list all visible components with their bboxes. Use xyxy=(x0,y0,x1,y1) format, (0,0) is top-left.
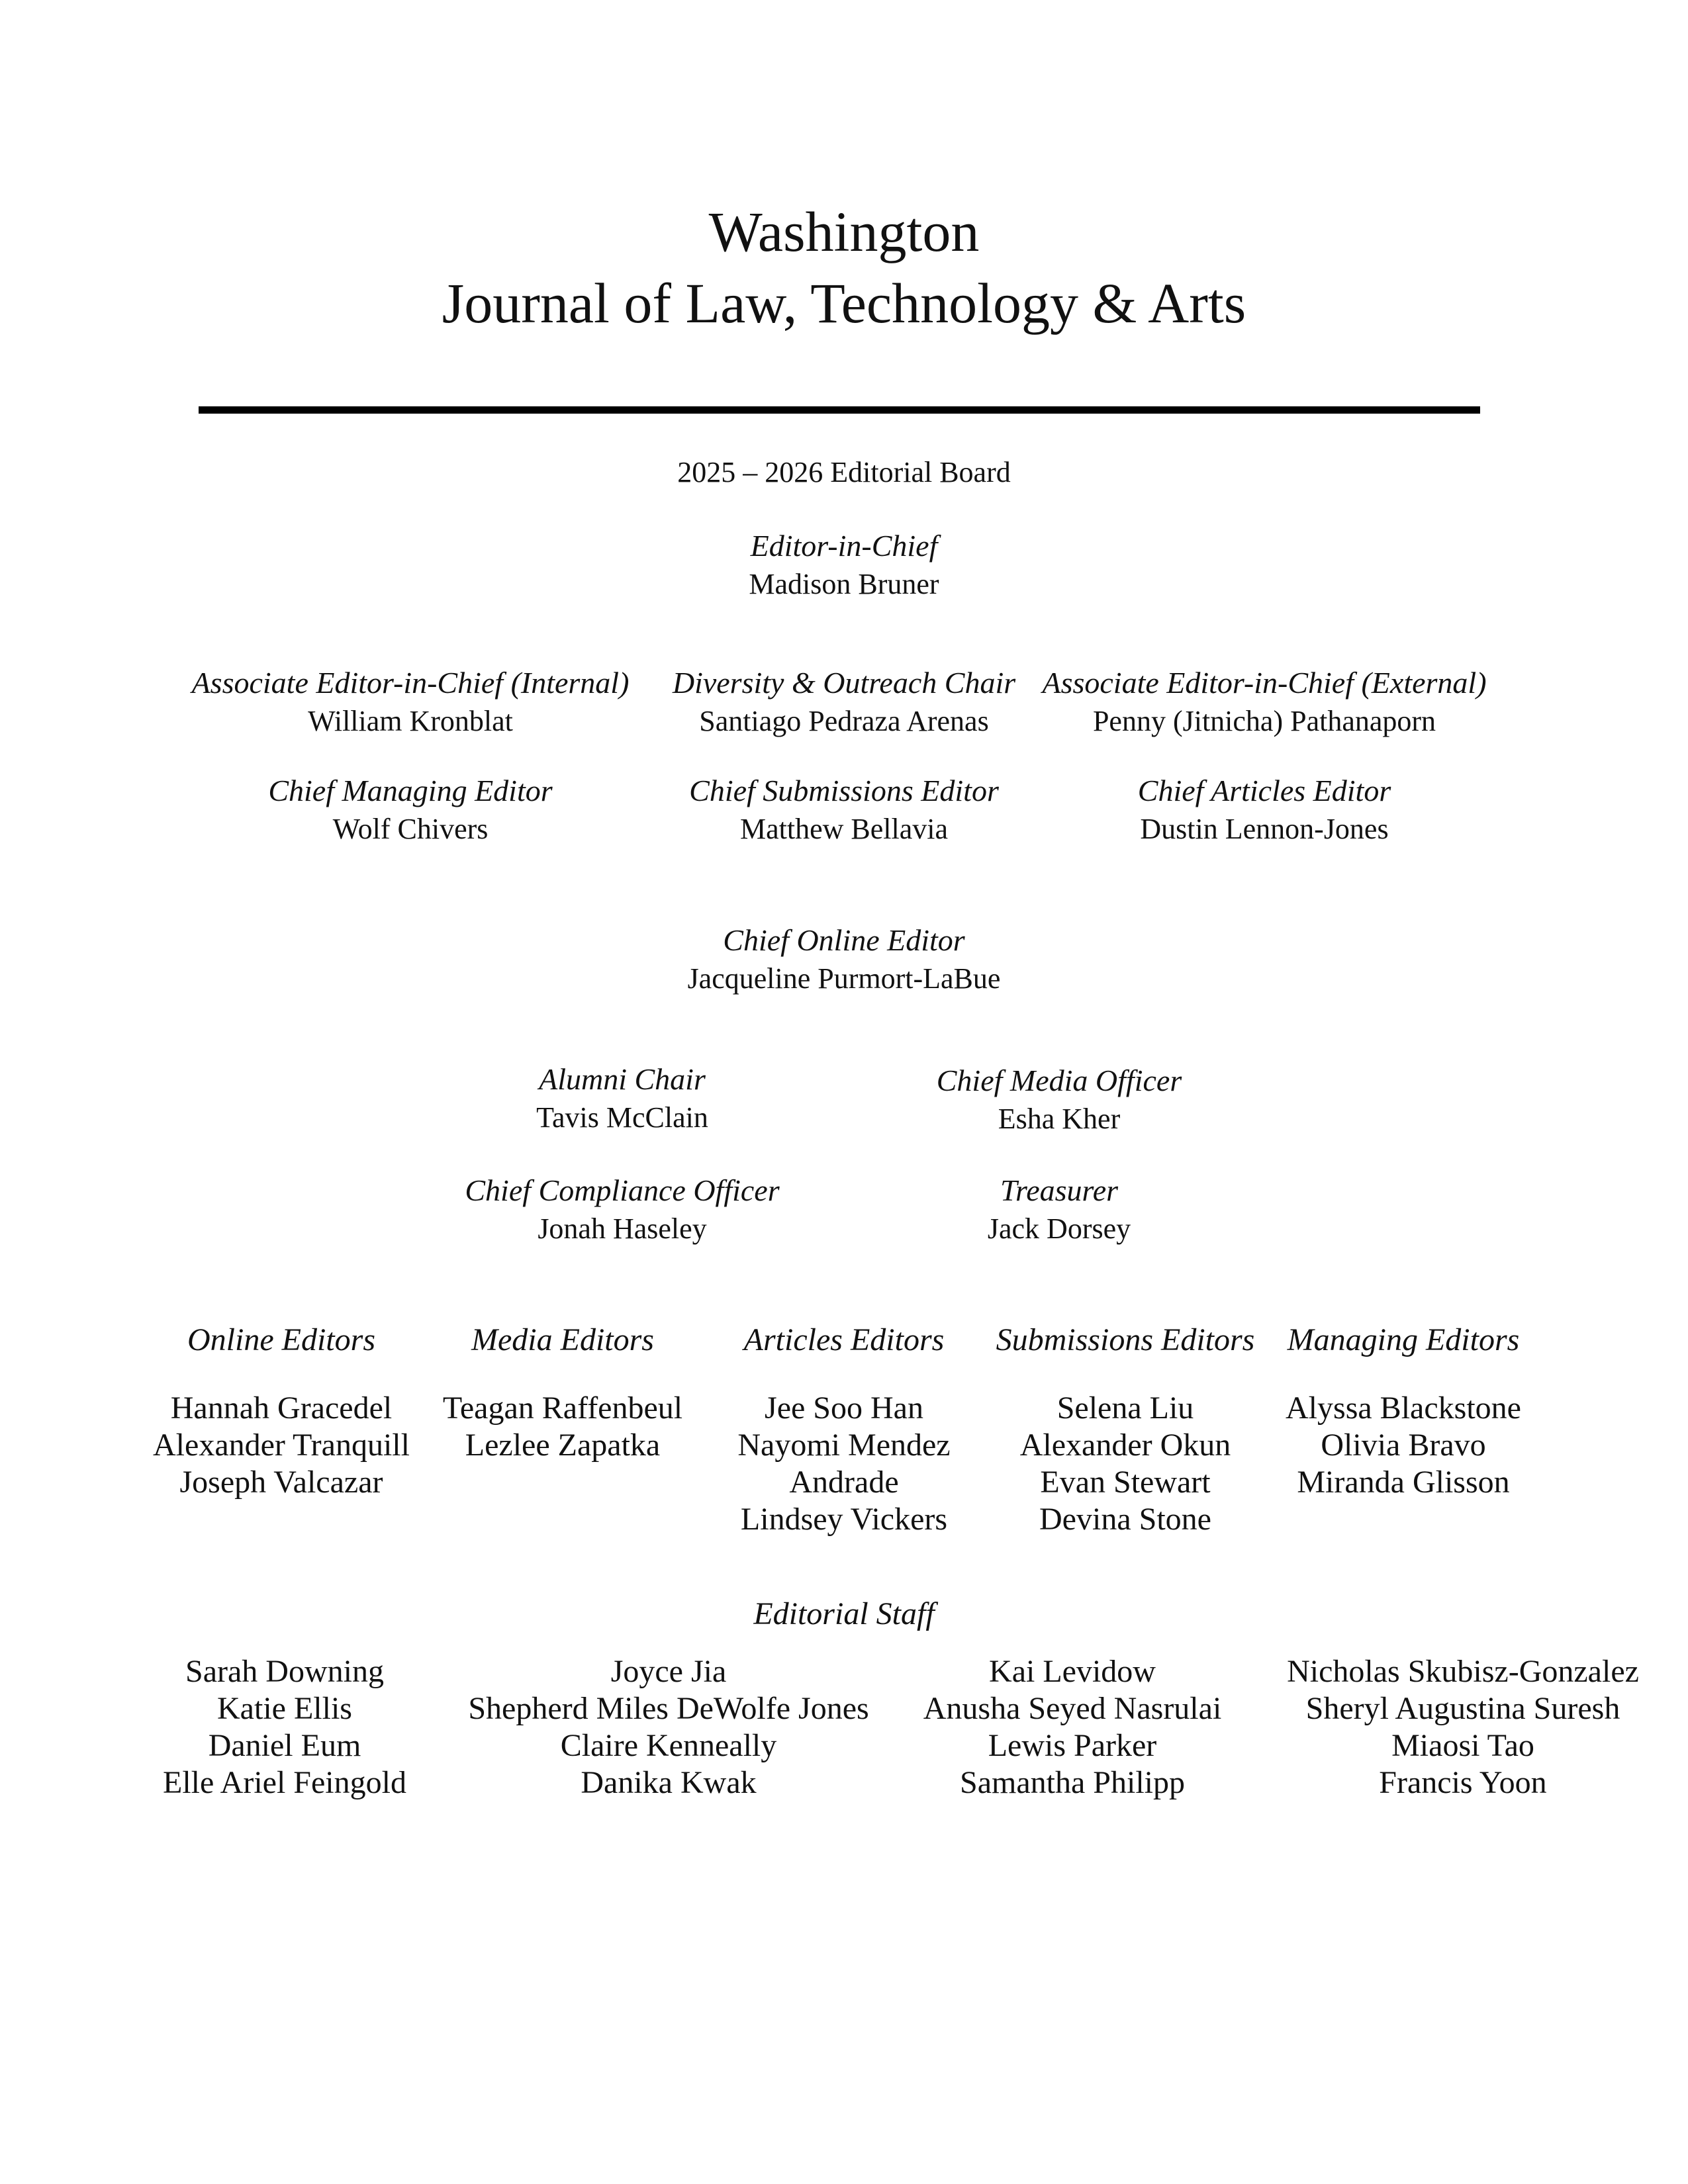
list-item: Sheryl Augustina Suresh xyxy=(1305,1691,1620,1726)
group-heading: Media Editors xyxy=(471,1322,654,1357)
list-item: Danika Kwak xyxy=(581,1765,757,1800)
editorial-staff-heading: Editorial Staff xyxy=(753,1596,935,1631)
staff-column xyxy=(457,1653,880,1801)
officer-block xyxy=(179,772,642,848)
editor-in-chief-block xyxy=(645,527,1043,604)
list-item: Anusha Seyed Nasrulai xyxy=(923,1691,1222,1726)
officer-block xyxy=(1033,772,1496,848)
list-item: Joyce Jia xyxy=(610,1654,727,1689)
list-item: Hannah Gracedel xyxy=(170,1390,393,1426)
online-editors-group xyxy=(136,1321,427,1501)
staff-column xyxy=(119,1653,450,1801)
role-title: Alumni Chair xyxy=(539,1062,706,1096)
person-name: Jack Dorsey xyxy=(987,1212,1131,1245)
board-heading: 2025 – 2026 Editorial Board xyxy=(677,456,1011,488)
list-item: Lewis Parker xyxy=(988,1728,1157,1763)
group-heading: Online Editors xyxy=(187,1322,375,1357)
chief-online-editor-block xyxy=(612,921,1076,998)
role-title: Chief Online Editor xyxy=(723,923,965,957)
role-title: Chief Articles Editor xyxy=(1137,774,1391,807)
person-name: Jonah Haseley xyxy=(538,1212,707,1245)
officer-block xyxy=(424,1060,821,1137)
role-title: Chief Managing Editor xyxy=(268,774,553,807)
person-name: Santiago Pedraza Arenas xyxy=(699,705,989,737)
person-name: Jacqueline Purmort-LaBue xyxy=(687,962,1001,995)
list-item: Francis Yoon xyxy=(1379,1765,1547,1800)
person-name: Wolf Chivers xyxy=(332,813,489,845)
list-item: Evan Stewart xyxy=(1040,1465,1211,1500)
list-item: Alexander Tranquill xyxy=(153,1428,410,1463)
staff-column xyxy=(1258,1653,1668,1801)
officer-block xyxy=(612,772,1076,848)
list-item: Selena Liu xyxy=(1056,1390,1194,1426)
list-item: Lezlee Zapatka xyxy=(465,1428,661,1463)
media-editors-group xyxy=(417,1321,708,1464)
person-name: Matthew Bellavia xyxy=(739,813,948,845)
person-name: William Kronblat xyxy=(308,705,513,737)
list-item: Nicholas Skubisz-Gonzalez xyxy=(1287,1654,1639,1689)
list-item: Jee Soo Han xyxy=(765,1390,923,1426)
officer-block xyxy=(861,1171,1258,1248)
list-item: Daniel Eum xyxy=(208,1728,361,1763)
officer-block xyxy=(1033,664,1496,741)
list-item: Katie Ellis xyxy=(217,1691,352,1726)
list-item: Alyssa Blackstone xyxy=(1286,1390,1521,1426)
person-name: Penny (Jitnicha) Pathanaporn xyxy=(1092,705,1436,737)
list-item: Teagan Raffenbeul xyxy=(442,1390,683,1426)
role-title: Chief Compliance Officer xyxy=(465,1173,780,1207)
managing-editors-group xyxy=(1258,1321,1549,1501)
list-item: Nayomi Mendez xyxy=(737,1428,951,1463)
person-name: Tavis McClain xyxy=(536,1101,708,1134)
role-title: Chief Media Officer xyxy=(936,1064,1182,1097)
list-item: Joseph Valcazar xyxy=(179,1465,383,1500)
role-title: Diversity & Outreach Chair xyxy=(672,666,1016,700)
officer-block xyxy=(612,664,1076,741)
list-item: Sarah Downing xyxy=(185,1654,384,1689)
list-item: Olivia Bravo xyxy=(1321,1428,1486,1463)
officer-block xyxy=(424,1171,821,1248)
list-item: Andrade xyxy=(789,1465,899,1500)
role-title: Chief Submissions Editor xyxy=(689,774,999,807)
role-title: Associate Editor-in-Chief (External) xyxy=(1042,666,1487,700)
person-name: Madison Bruner xyxy=(749,568,939,600)
list-item: Kai Levidow xyxy=(989,1654,1156,1689)
group-heading: Articles Editors xyxy=(743,1322,945,1357)
list-item: Elle Ariel Feingold xyxy=(163,1765,406,1800)
person-name: Dustin Lennon-Jones xyxy=(1140,813,1389,845)
officer-block xyxy=(179,664,642,741)
submissions-editors-group xyxy=(980,1321,1271,1538)
group-heading: Managing Editors xyxy=(1287,1322,1520,1357)
role-title: Editor-in-Chief xyxy=(750,529,938,563)
list-item: Devina Stone xyxy=(1039,1502,1211,1537)
list-item: Lindsey Vickers xyxy=(740,1502,948,1537)
list-item: Miranda Glisson xyxy=(1297,1465,1510,1500)
group-heading: Submissions Editors xyxy=(996,1322,1255,1357)
list-item: Shepherd Miles DeWolfe Jones xyxy=(468,1691,869,1726)
journal-title-line-2: Journal of Law, Technology & Arts xyxy=(442,271,1246,335)
person-name: Esha Kher xyxy=(998,1103,1121,1135)
title-divider xyxy=(199,406,1480,414)
list-item: Claire Kenneally xyxy=(560,1728,777,1763)
list-item: Miaosi Tao xyxy=(1391,1728,1534,1763)
officer-block xyxy=(861,1062,1258,1138)
role-title: Associate Editor-in-Chief (Internal) xyxy=(191,666,630,700)
list-item: Samantha Philipp xyxy=(960,1765,1185,1800)
journal-title-line-1: Washington xyxy=(708,200,980,263)
articles-editors-group xyxy=(698,1321,990,1538)
role-title: Treasurer xyxy=(1000,1173,1119,1207)
list-item: Alexander Okun xyxy=(1019,1428,1231,1463)
staff-column xyxy=(880,1653,1264,1801)
